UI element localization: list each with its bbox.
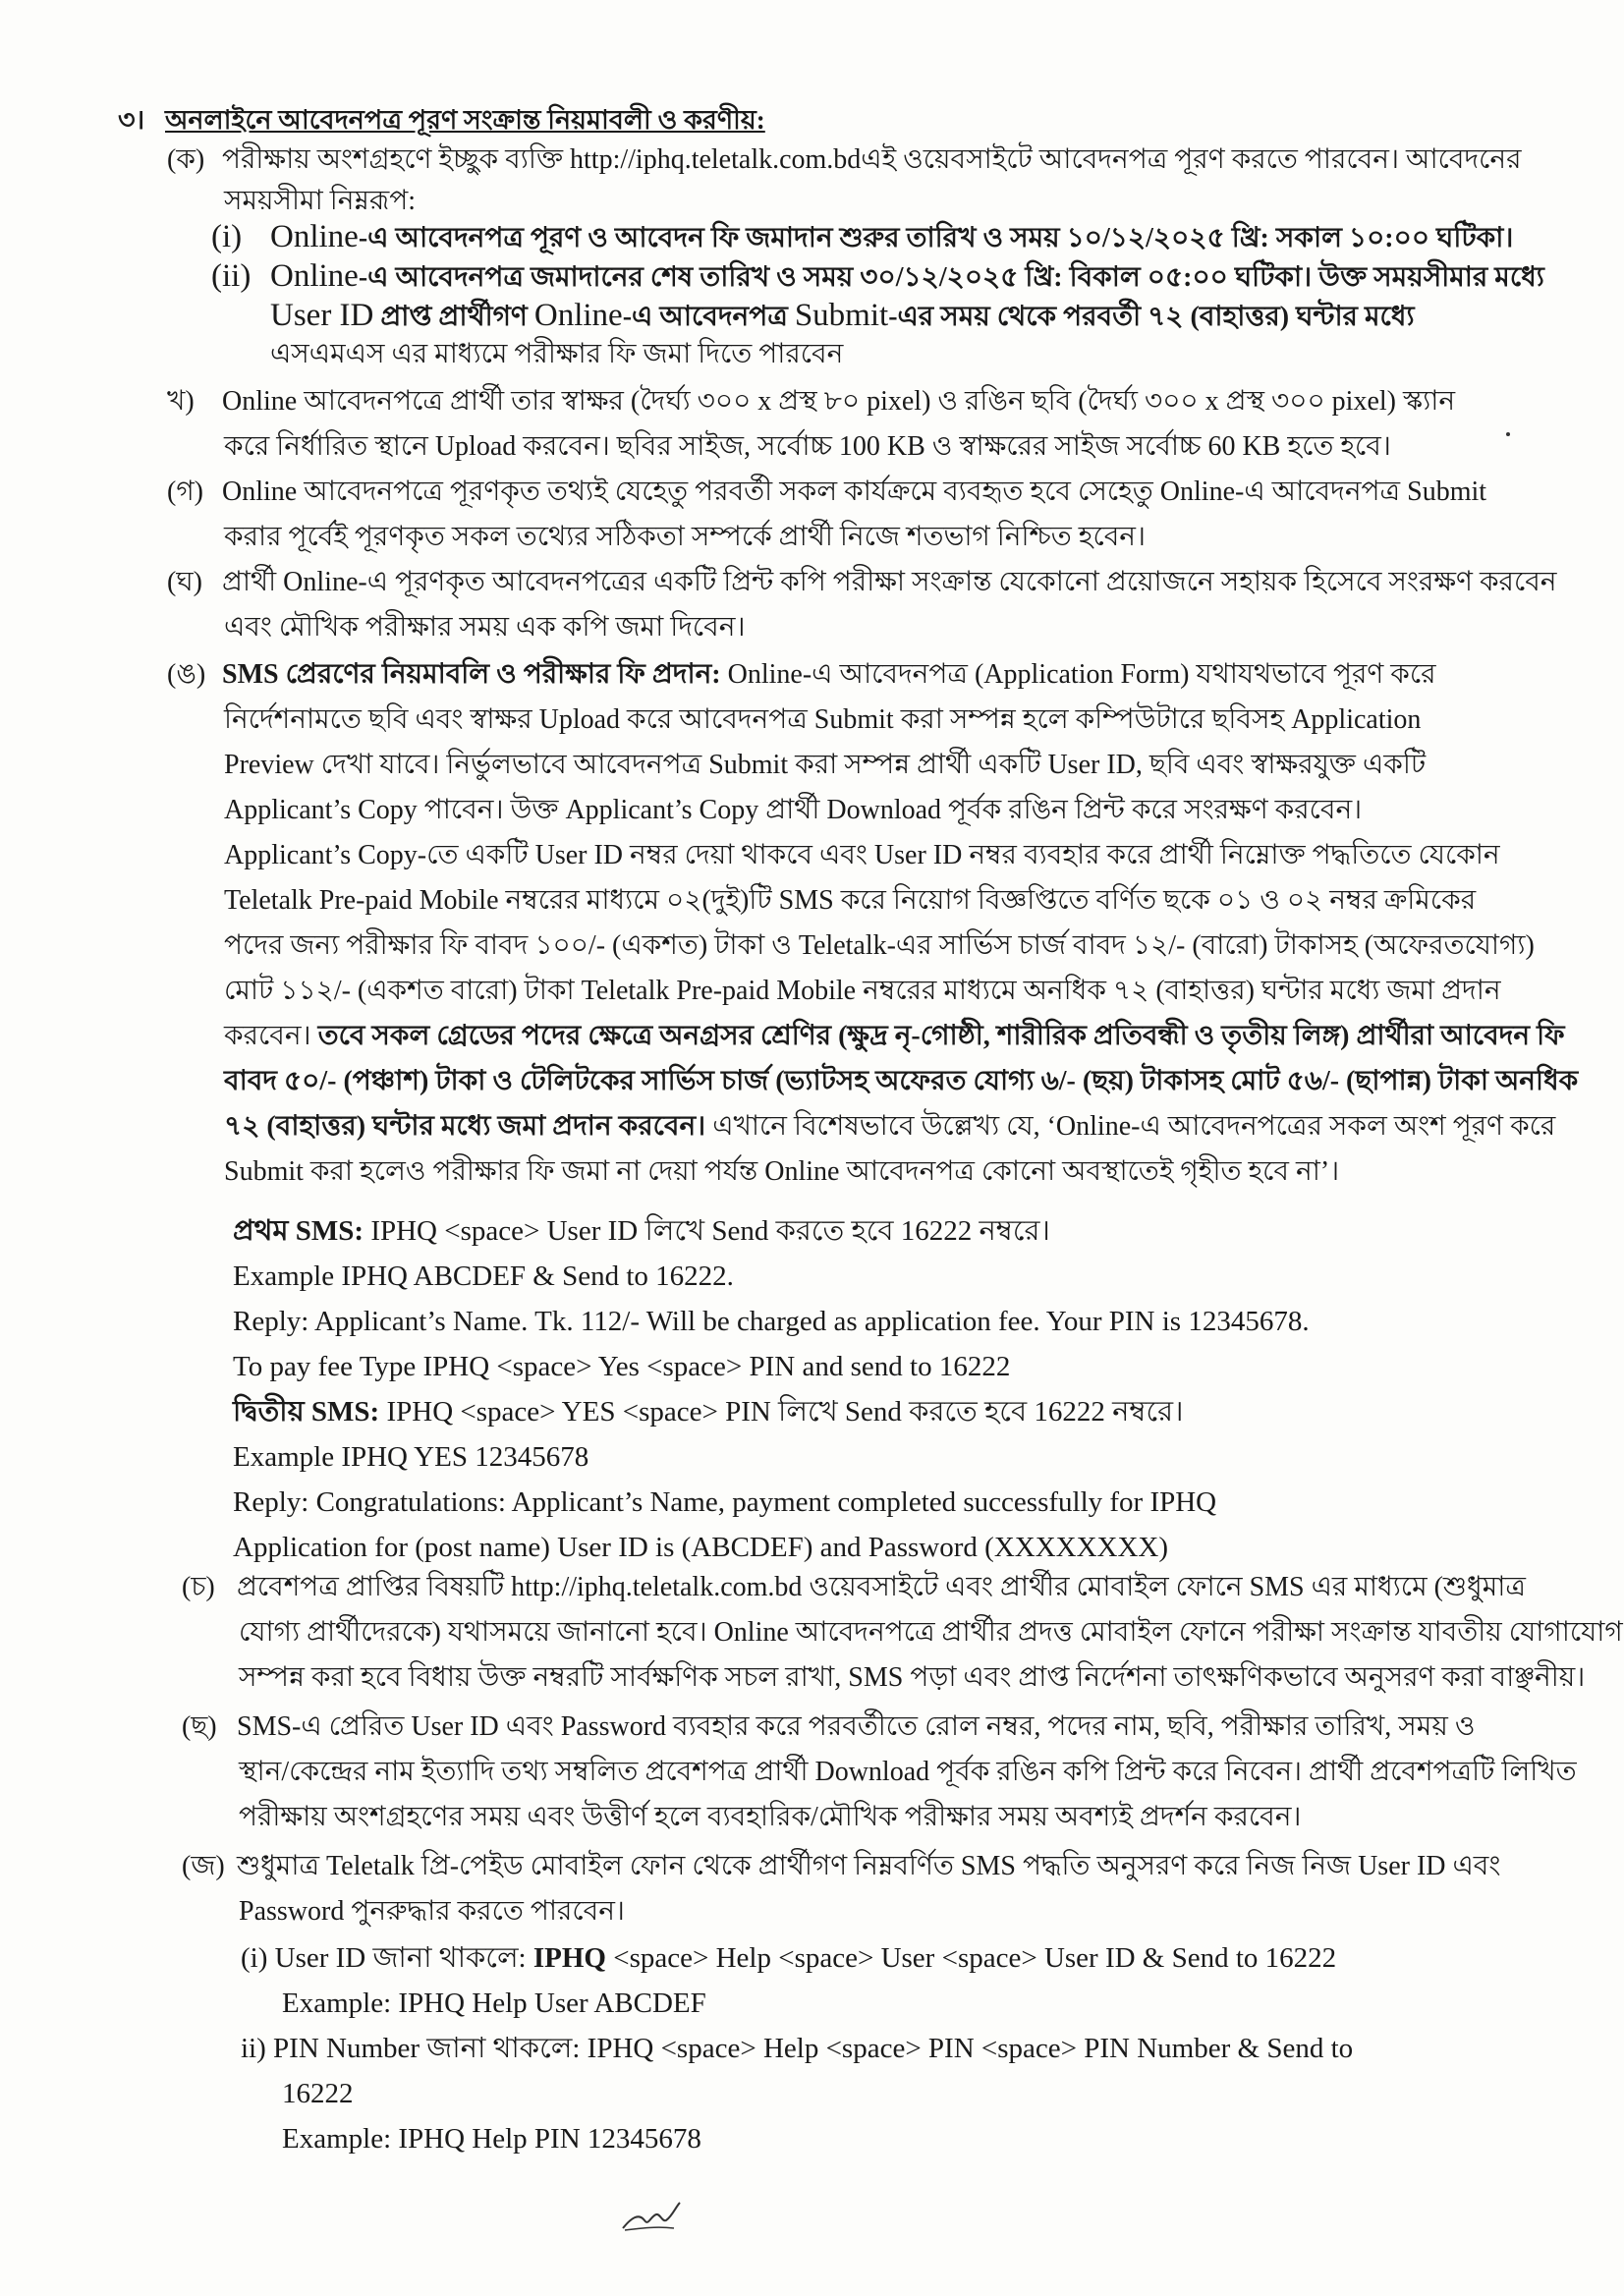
sub-i-online: Online xyxy=(270,219,359,254)
item-ja-sub-i xyxy=(241,1935,1528,2026)
item-cha-line-1: প্রবেশপত্র প্রাপ্তির বিষয়টি http://iphq.teletalk.com.bd ওয়েবসাইটে এবং প্রার্থীর মোবাইল ফোনে SMS এর মাধ্যমে (শুধুমাত্র xyxy=(237,1572,1526,1602)
item-ka-line-2: সময়সীমা নিম্নরূপ: xyxy=(224,186,417,216)
item-ka-sub-i xyxy=(211,218,1533,257)
section-number: ৩। xyxy=(118,105,145,135)
signature-initial xyxy=(621,2199,682,2234)
item-chha-line-2: স্থান/কেন্দ্রের নাম ইত্যাদি তথ্য সম্বলিত প্রবেশপত্র প্রার্থী Download পূর্বক রঙিন কপি প্রিন্ট করে নিবেন। প্রার্থী প্রবেশপত্রটি লিখিত xyxy=(239,1757,1577,1787)
ja-sub-ii-mark: ii) xyxy=(241,2033,266,2064)
ja-sub-i-text: <space> Help <space> User <space> User ID & Send to 16222 xyxy=(605,1942,1337,1974)
item-umo-line-4: Applicant’s Copy পাবেন। উক্ত Applicant’s Copy প্রার্থী Download পূর্বক রঙিন প্রিন্ট করে সংরক্ষণ করবেন। xyxy=(224,795,1363,825)
item-kha-line-2: করে নির্ধারিত স্থানে Upload করবেন। ছবির সাইজ, সর্বোচ্চ 100 KB ও স্বাক্ষরের সাইজ সর্বোচ্চ 60 KB হতে হবে। xyxy=(224,431,1391,462)
item-ga-line-1: Online আবেদনপত্রে পূরণকৃত তথ্যই যেহেতু পরবর্তী সকল কার্যক্রমে ব্যবহৃত হবে সেহেতু Online-এ আবেদনপত্র Submit xyxy=(222,476,1487,507)
first-sms-reply-2: To pay fee Type IPHQ <space> Yes <space> PIN and send to 16222 xyxy=(233,1351,1011,1382)
ja-sub-i-example: Example: IPHQ Help User ABCDEF xyxy=(282,1988,706,2019)
item-gha-line-1: প্রার্থী Online-এ পূরণকৃত আবেদনপত্রের একটি প্রিন্ট কপি পরীক্ষা সংক্রান্ত যেকোনো প্রয়োজনে সহায়ক হিসেবে সংরক্ষণ করবেন xyxy=(222,567,1557,597)
first-sms-text: IPHQ <space> User ID লিখে Send করতে হবে 16222 নম্বরে। xyxy=(364,1215,1050,1247)
item-ja-mark: (জ) xyxy=(182,1851,225,1881)
item-ga-mark: (গ) xyxy=(167,476,203,507)
item-kha-mark: খ) xyxy=(167,386,195,417)
sub-ii-text-3: -এ আবেদনপত্র xyxy=(622,302,795,332)
sub-ii-text-2: প্রাপ্ত প্রার্থীগণ xyxy=(373,302,534,332)
sub-ii-mark: (ii) xyxy=(211,258,252,294)
sub-ii-online-2: Online xyxy=(533,298,623,333)
ja-sub-i-mark: (i) xyxy=(241,1942,268,1974)
item-umo-line-1: Online-এ আবেদনপত্র (Application Form) যথাযথভাবে পূরণ করে xyxy=(727,659,1436,690)
item-chha-mark: (ছ) xyxy=(182,1711,217,1742)
second-sms-text: IPHQ <space> YES <space> PIN লিখে Send করতে হবে 16222 নম্বরে। xyxy=(379,1396,1184,1428)
item-umo-line-2: নির্দেশনামতে ছবি এবং স্বাক্ষর Upload করে আবেদনপত্র Submit করা সম্পন্ন হলে কম্পিউটারে ছবিসহ Application xyxy=(224,704,1422,735)
sub-ii-userid: User ID xyxy=(270,298,374,333)
section-heading xyxy=(118,100,1552,144)
first-sms-example: Example IPHQ ABCDEF & Send to 16222. xyxy=(233,1260,734,1292)
second-sms-label: দ্বিতীয় SMS: xyxy=(233,1396,380,1428)
item-umo-line-10: বাবদ ৫০/- (পঞ্চাশ) টাকা ও টেলিটকের সার্ভিস চার্জ (ভ্যাটসহ অফেরত যোগ্য ৬/- (ছয়) টাকাসহ মোট ৫৬/- (ছাপান্ন) টাকা অনধিক xyxy=(224,1066,1579,1096)
ja-sub-ii-example: Example: IPHQ Help PIN 12345678 xyxy=(282,2123,701,2155)
second-sms-reply-1: Reply: Congratulations: Applicant’s Name, payment completed successfully for IPHQ xyxy=(233,1486,1217,1518)
item-umo-heading: SMS প্রেরণের নিয়মাবলি ও পরীক্ষার ফি প্রদান: xyxy=(222,659,721,690)
item-umo-line-6: Teletalk Pre-paid Mobile নম্বরের মাধ্যমে ০২(দুই)টি SMS করে নিয়োগ বিজ্ঞপ্তিতে বর্ণিত ছকে ০১ ও ০২ নম্বর ক্রমিকের xyxy=(224,885,1477,916)
ja-sub-i-bold: IPHQ xyxy=(532,1942,606,1974)
item-gha-mark: (ঘ) xyxy=(167,567,202,597)
item-umo-line-11-bold: ৭২ (বাহাত্তর) ঘন্টার মধ্যে জমা প্রদান করবেন। xyxy=(224,1111,706,1142)
item-kha-line-1: Online আবেদনপত্রে প্রার্থী তার স্বাক্ষর (দৈর্ঘ্য ৩০০ x প্রস্থ ৮০ pixel) ও রঙিন ছবি (দৈর্ঘ্য ৩০০ x প্রস্থ ৩০০ pixel) স্ক্যান xyxy=(222,386,1456,417)
first-sms-label: প্রথম SMS: xyxy=(233,1215,364,1247)
ja-sub-ii-text-2: 16222 xyxy=(282,2078,354,2109)
sub-i-mark: (i) xyxy=(211,219,243,254)
item-chha-line-3: পরীক্ষায় অংশগ্রহণের সময় এবং উত্তীর্ণ হলে ব্যবহারিক/মৌখিক পরীক্ষার সময় অবশ্যই প্রদর্শন করবেন। xyxy=(239,1802,1302,1832)
sms-instructions xyxy=(233,1208,1520,1570)
sub-i-text: -এ আবেদনপত্র পূরণ ও আবেদন ফি জমাদান শুরুর তারিখ ও সময় ১০/১২/২০২৫ খ্রি: সকাল ১০:০০ ঘটিকা। xyxy=(358,223,1514,253)
item-umo-line-9a: করবেন। xyxy=(224,1021,318,1051)
item-umo-line-5: Applicant’s Copy-তে একটি User ID নম্বর দেয়া থাকবে এবং User ID নম্বর ব্যবহার করে প্রার্থী নিম্নোক্ত পদ্ধতিতে যেকোন xyxy=(224,840,1500,870)
item-ka xyxy=(167,140,1528,222)
item-ja xyxy=(182,1844,1528,1934)
item-chha-line-1: SMS-এ প্রেরিত User ID এবং Password ব্যবহার করে পরবর্তীতে রোল নম্বর, পদের নাম, ছবি, পরীক্ষার তারিখ, সময় ও xyxy=(237,1711,1476,1742)
item-cha-line-2: যোগ্য প্রার্থীদেরকে) যথাসময়ে জানানো হবে। Online আবেদনপত্রে প্রার্থীর প্রদত্ত মোবাইল ফোনে পরীক্ষা সংক্রান্ত যাবতীয় যোগাযোগ xyxy=(239,1617,1623,1648)
item-umo-mark: (ঙ) xyxy=(167,659,206,690)
item-cha-line-3: সম্পন্ন করা হবে বিধায় উক্ত নম্বরটি সার্বক্ষণিক সচল রাখা, SMS পড়া এবং প্রাপ্ত নির্দেশনা তাৎক্ষণিকভাবে অনুসরণ করা বাঞ্ছনীয়। xyxy=(239,1662,1586,1693)
item-ja-line-2: Password পুনরুদ্ধার করতে পারবেন। xyxy=(239,1896,625,1927)
item-ka-sub-ii xyxy=(211,257,1544,373)
scan-speck xyxy=(1506,432,1510,436)
item-ga-line-2: করার পূর্বেই পূরণকৃত সকল তথ্যের সঠিকতা সম্পর্কে প্রার্থী নিজে শতভাগ নিশ্চিত হবেন। xyxy=(224,522,1147,552)
item-kha xyxy=(167,379,1528,470)
ja-sub-i-label: User ID জানা থাকলে: xyxy=(274,1942,533,1974)
sub-ii-text-1: -এ আবেদনপত্র জমাদানের শেষ তারিখ ও সময় ৩০/১২/২০২৫ খ্রি: বিকাল ০৫:০০ ঘটিকা। উক্ত সময়সীমার মধ্যে xyxy=(358,262,1544,293)
sub-ii-text-4: -এর সময় থেকে পরবর্তী ৭২ (বাহাত্তর) ঘন্টার মধ্যে xyxy=(888,302,1415,332)
item-chha xyxy=(182,1705,1577,1840)
sub-ii-online: Online xyxy=(270,258,359,294)
item-cha-mark: (চ) xyxy=(182,1572,215,1602)
item-umo-line-7: পদের জন্য পরীক্ষার ফি বাবদ ১০০/- (একশত) টাকা ও Teletalk-এর সার্ভিস চার্জ বাবদ ১২/- (বারো) টাকাসহ (অফেরতযোগ্য) xyxy=(224,930,1535,961)
item-ka-mark: (ক) xyxy=(167,144,205,175)
sub-ii-line-3: এসএমএস এর মাধ্যমে পরীক্ষার ফি জমা দিতে পারবেন xyxy=(270,339,844,369)
item-umo-line-3: Preview দেখা যাবে। নির্ভুলভাবে আবেদনপত্র Submit করা সম্পন্ন প্রার্থী একটি User ID, ছবি এবং স্বাক্ষরযুক্ত একটি xyxy=(224,750,1427,780)
sub-ii-submit: Submit xyxy=(794,298,889,333)
item-umo-line-9-bold: তবে সকল গ্রেডের পদের ক্ষেত্রে অনগ্রসর শ্রেণির (ক্ষুদ্র নৃ-গোষ্ঠী, শারীরিক প্রতিবন্ধী ও তৃতীয় লিঙ্গ) প্রার্থীরা আবেদন ফি xyxy=(317,1021,1565,1051)
item-ja-sub-ii xyxy=(241,2026,1528,2161)
second-sms-example: Example IPHQ YES 12345678 xyxy=(233,1441,589,1473)
item-ka-line-1: পরীক্ষায় অংশগ্রহণে ইচ্ছুক ব্যক্তি http://iphq.teletalk.com.bdএই ওয়েবসাইটে আবেদনপত্র পূরণ করতে পারবেন। আবেদনের xyxy=(222,144,1522,175)
item-umo-line-12: Submit করা হলেও পরীক্ষার ফি জমা না দেয়া পর্যন্ত Online আবেদনপত্র কোনো অবস্থাতেই গৃহীত হবে না’। xyxy=(224,1156,1340,1187)
second-sms-reply-2: Application for (post name) User ID is (ABCDEF) and Password (XXXXXXXX) xyxy=(233,1532,1169,1563)
item-umo-line-11-rest: এখানে বিশেষভাবে উল্লেখ্য যে, ‘Online-এ আবেদনপত্রের সকল অংশ পূরণ করে xyxy=(705,1111,1556,1142)
ja-sub-ii-text: PIN Number জানা থাকলে: IPHQ <space> Help <space> PIN <space> PIN Number & Send to xyxy=(273,2033,1354,2064)
item-gha-line-2: এবং মৌখিক পরীক্ষার সময় এক কপি জমা দিবেন। xyxy=(224,612,746,643)
item-umo xyxy=(167,652,1579,1195)
item-umo-line-8: মোট ১১২/- (একশত বারো) টাকা Teletalk Pre-paid Mobile নম্বরের মাধ্যমে অনধিক ৭২ (বাহাত্তর) ঘন্টার মধ্যে জমা প্রদান xyxy=(224,976,1501,1006)
item-ja-line-1: শুধুমাত্র Teletalk প্রি-পেইড মোবাইল ফোন থেকে প্রার্থীগণ নিম্নবর্ণিত SMS পদ্ধতি অনুসরণ করে নিজ নিজ User ID এবং xyxy=(237,1851,1501,1881)
item-ga xyxy=(167,470,1528,560)
item-gha xyxy=(167,560,1557,650)
section-title: অনলাইনে আবেদনপত্র পূরণ সংক্রান্ত নিয়মাবলী ও করণীয়: xyxy=(165,105,765,135)
first-sms-reply-1: Reply: Applicant’s Name. Tk. 112/- Will be charged as application fee. Your PIN is 12345678. xyxy=(233,1306,1310,1337)
item-cha xyxy=(182,1565,1623,1701)
